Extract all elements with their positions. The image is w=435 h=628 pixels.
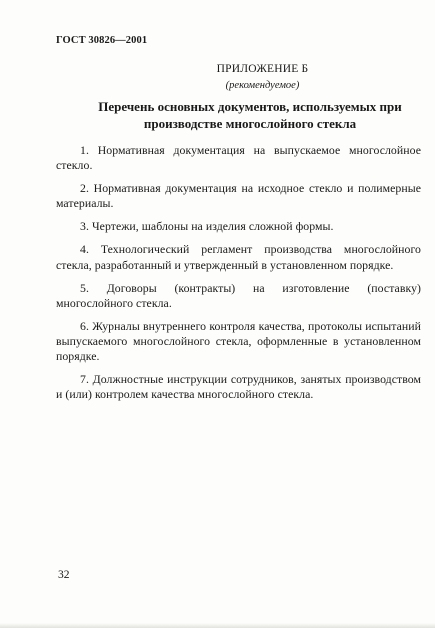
- appendix-title: ПРИЛОЖЕНИЕ Б: [216, 63, 309, 75]
- list-item: 3. Чертежи, шаблоны на изделия сложной формы.: [80, 219, 334, 234]
- list-item: 2. Нормативная документация на исходное стекло и полимерные материалы.: [56, 181, 421, 211]
- standard-designation: ГОСТ 30826—2001: [56, 35, 148, 46]
- list-item: 5. Договоры (контракты) на изготовление (поставку) многослойного стекла.: [56, 280, 421, 310]
- scan-edge: [0, 623, 435, 628]
- document-list: [56, 143, 421, 410]
- page-number: 32: [58, 569, 70, 581]
- list-item: 4. Технологический регламент производства многослойного стекла, разработанный и утвержденный в установленном порядке.: [56, 242, 421, 272]
- list-item: 1. Нормативная документация на выпускаемое многослойное стекло.: [56, 143, 421, 173]
- document-title: Перечень основных документов, используемых при производстве многослойного стекла: [98, 99, 402, 131]
- appendix-note: (рекомендуемое): [225, 80, 300, 91]
- list-item: 7. Должностные инструкции сотрудников, занятых производством и (или) контролем качества многослойного стекла.: [56, 372, 421, 402]
- list-item: 6. Журналы внутреннего контроля качества, протоколы испытаний выпускаемого многослойного стекла, оформленные в установленном порядке.: [56, 318, 421, 364]
